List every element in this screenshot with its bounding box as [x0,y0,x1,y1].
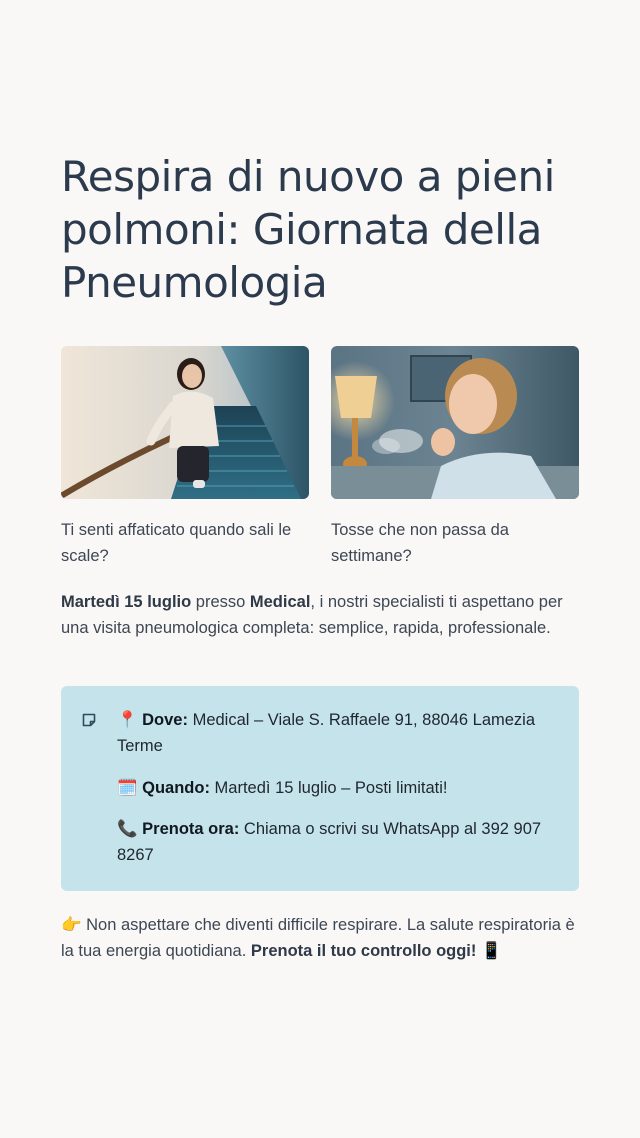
woman-coughing-photo [331,346,579,499]
intro-date: Martedì 15 luglio [61,593,192,611]
when-label: Quando: [142,779,210,797]
woman-on-stairs-photo [61,346,309,499]
stairs-photo [61,346,309,499]
book-line [117,816,562,868]
caption-stairs: Ti senti affaticato quando sali le scale? [61,521,292,565]
pin-icon: 📍 [117,711,138,729]
footer-text: Non aspettare che diventi difficile respirare. La salute respiratoria è la tua energia quotidiana. [61,916,575,960]
page-title: Respira di nuovo a pieni polmoni: Giornata della Pneumologia [61,152,555,307]
cough-photo [331,346,579,499]
footer-cta: Prenota il tuo controllo oggi! [250,942,477,960]
where-value: Medical – Viale S. Raffaele 91, 88046 Lamezia Terme [117,711,536,755]
footer-paragraph [61,912,581,964]
intro-text-2: , i nostri specialisti ti aspettano per una visita pneumologica completa: semplice, rapida, professionale. [61,593,563,637]
caption-cough: Tosse che non passa da settimane? [331,521,509,565]
calendar-icon: 🗓️ [117,779,138,797]
note-icon [81,712,97,728]
where-line [117,707,562,759]
where-label: Dove: [142,711,188,729]
when-line [117,775,562,801]
book-label: Prenota ora: [142,820,240,838]
pointing-hand-icon: 👉 [61,916,82,934]
phone-icon: 📞 [117,820,138,838]
book-value: Chiama o scrivi su WhatsApp al 392 907 8267 [117,820,542,864]
intro-paragraph [61,589,581,641]
mobile-phone-icon: 📱 [476,942,502,960]
intro-place: Medical [249,593,311,611]
intro-text-1: presso [191,593,250,611]
when-value: Martedì 15 luglio – Posti limitati! [209,779,448,797]
